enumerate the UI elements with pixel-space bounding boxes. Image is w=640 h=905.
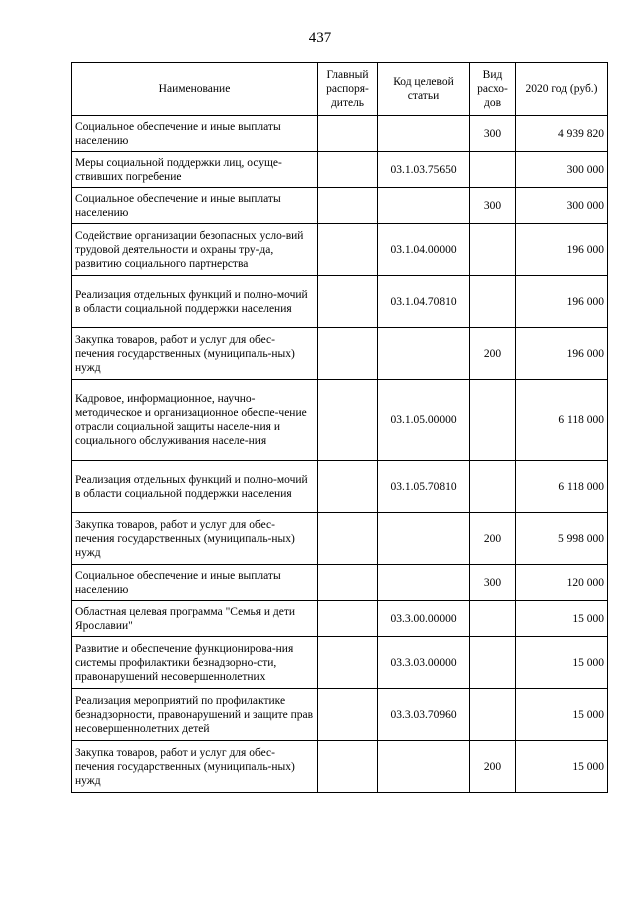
row-code	[378, 513, 470, 565]
row-admin	[318, 224, 378, 276]
row-name: Содействие организации безопасных усло-вий трудовой деятельности и охраны тру-да, развитию социального партнерства	[72, 224, 318, 276]
row-admin	[318, 601, 378, 637]
table-row	[72, 224, 608, 276]
row-name: Закупка товаров, работ и услуг для обес-печения государственных (муниципаль-ных) нужд	[72, 513, 318, 565]
row-code	[378, 188, 470, 224]
row-type	[470, 637, 516, 689]
table-row	[72, 276, 608, 328]
table-row	[72, 328, 608, 380]
table-body	[72, 116, 608, 793]
row-amount: 4 939 820	[516, 116, 608, 152]
header-name: Наименование	[72, 63, 318, 116]
row-name: Реализация отдельных функций и полно-мочий в области социальной поддержки населения	[72, 276, 318, 328]
table-row	[72, 565, 608, 601]
row-name: Реализация мероприятий по профилактике безнадзорности, правонарушений и защите прав несовершеннолетних детей	[72, 689, 318, 741]
row-type: 300	[470, 116, 516, 152]
row-code: 03.1.04.00000	[378, 224, 470, 276]
row-code	[378, 116, 470, 152]
table-row	[72, 513, 608, 565]
table-row	[72, 689, 608, 741]
row-code: 03.1.04.70810	[378, 276, 470, 328]
row-amount: 15 000	[516, 637, 608, 689]
row-admin	[318, 461, 378, 513]
row-name: Социальное обеспечение и иные выплаты населению	[72, 116, 318, 152]
row-name: Закупка товаров, работ и услуг для обес-печения государственных (муниципаль-ных) нужд	[72, 741, 318, 793]
row-amount: 196 000	[516, 224, 608, 276]
header-amount: 2020 год (руб.)	[516, 63, 608, 116]
row-name: Кадровое, информационное, научно-методическое и организационное обеспе-чение отрасли социальной защиты населе-ния и социального обслуживания населе-ния	[72, 380, 318, 461]
table-row	[72, 188, 608, 224]
row-admin	[318, 380, 378, 461]
row-type	[470, 276, 516, 328]
row-name: Закупка товаров, работ и услуг для обес-печения государственных (муниципаль-ных) нужд	[72, 328, 318, 380]
page-number: 437	[308, 30, 332, 46]
row-name: Социальное обеспечение и иные выплаты населению	[72, 565, 318, 601]
row-admin	[318, 637, 378, 689]
row-admin	[318, 116, 378, 152]
row-amount: 15 000	[516, 601, 608, 637]
row-name: Социальное обеспечение и иные выплаты населению	[72, 188, 318, 224]
row-amount: 300 000	[516, 188, 608, 224]
row-admin	[318, 152, 378, 188]
row-code: 03.3.03.00000	[378, 637, 470, 689]
row-amount: 196 000	[516, 276, 608, 328]
table-row	[72, 741, 608, 793]
row-code: 03.1.05.00000	[378, 380, 470, 461]
header-code: Код целевой статьи	[378, 63, 470, 116]
row-name: Реализация отдельных функций и полно-мочий в области социальной поддержки населения	[72, 461, 318, 513]
row-name: Областная целевая программа "Семья и дети Ярославии"	[72, 601, 318, 637]
row-amount: 300 000	[516, 152, 608, 188]
row-type	[470, 152, 516, 188]
table-row	[72, 152, 608, 188]
table-row	[72, 116, 608, 152]
row-type	[470, 461, 516, 513]
row-amount: 196 000	[516, 328, 608, 380]
table-header-row	[72, 63, 608, 116]
row-code	[378, 741, 470, 793]
row-type: 200	[470, 328, 516, 380]
row-code	[378, 328, 470, 380]
row-type: 200	[470, 741, 516, 793]
table-row	[72, 461, 608, 513]
row-code: 03.3.03.70960	[378, 689, 470, 741]
table-row	[72, 637, 608, 689]
row-admin	[318, 513, 378, 565]
row-type	[470, 689, 516, 741]
row-type	[470, 224, 516, 276]
row-amount: 6 118 000	[516, 380, 608, 461]
row-code: 03.1.05.70810	[378, 461, 470, 513]
row-admin	[318, 276, 378, 328]
row-amount: 6 118 000	[516, 461, 608, 513]
table-row	[72, 380, 608, 461]
row-amount: 120 000	[516, 565, 608, 601]
row-code	[378, 565, 470, 601]
header-type: Вид расхо-дов	[470, 63, 516, 116]
row-type: 300	[470, 188, 516, 224]
row-amount: 15 000	[516, 689, 608, 741]
header-admin: Главный распоря-дитель	[318, 63, 378, 116]
row-admin	[318, 741, 378, 793]
row-amount: 15 000	[516, 741, 608, 793]
row-name: Меры социальной поддержки лиц, осуще-ствивших погребение	[72, 152, 318, 188]
table-row	[72, 601, 608, 637]
row-code: 03.3.00.00000	[378, 601, 470, 637]
row-amount: 5 998 000	[516, 513, 608, 565]
budget-table	[71, 62, 608, 793]
row-code: 03.1.03.75650	[378, 152, 470, 188]
row-type	[470, 601, 516, 637]
row-admin	[318, 328, 378, 380]
row-type: 300	[470, 565, 516, 601]
row-name: Развитие и обеспечение функционирова-ния системы профилактики безнадзорно-сти, правонарушений несовершеннолетних	[72, 637, 318, 689]
row-admin	[318, 188, 378, 224]
row-admin	[318, 689, 378, 741]
row-type: 200	[470, 513, 516, 565]
row-type	[470, 380, 516, 461]
row-admin	[318, 565, 378, 601]
